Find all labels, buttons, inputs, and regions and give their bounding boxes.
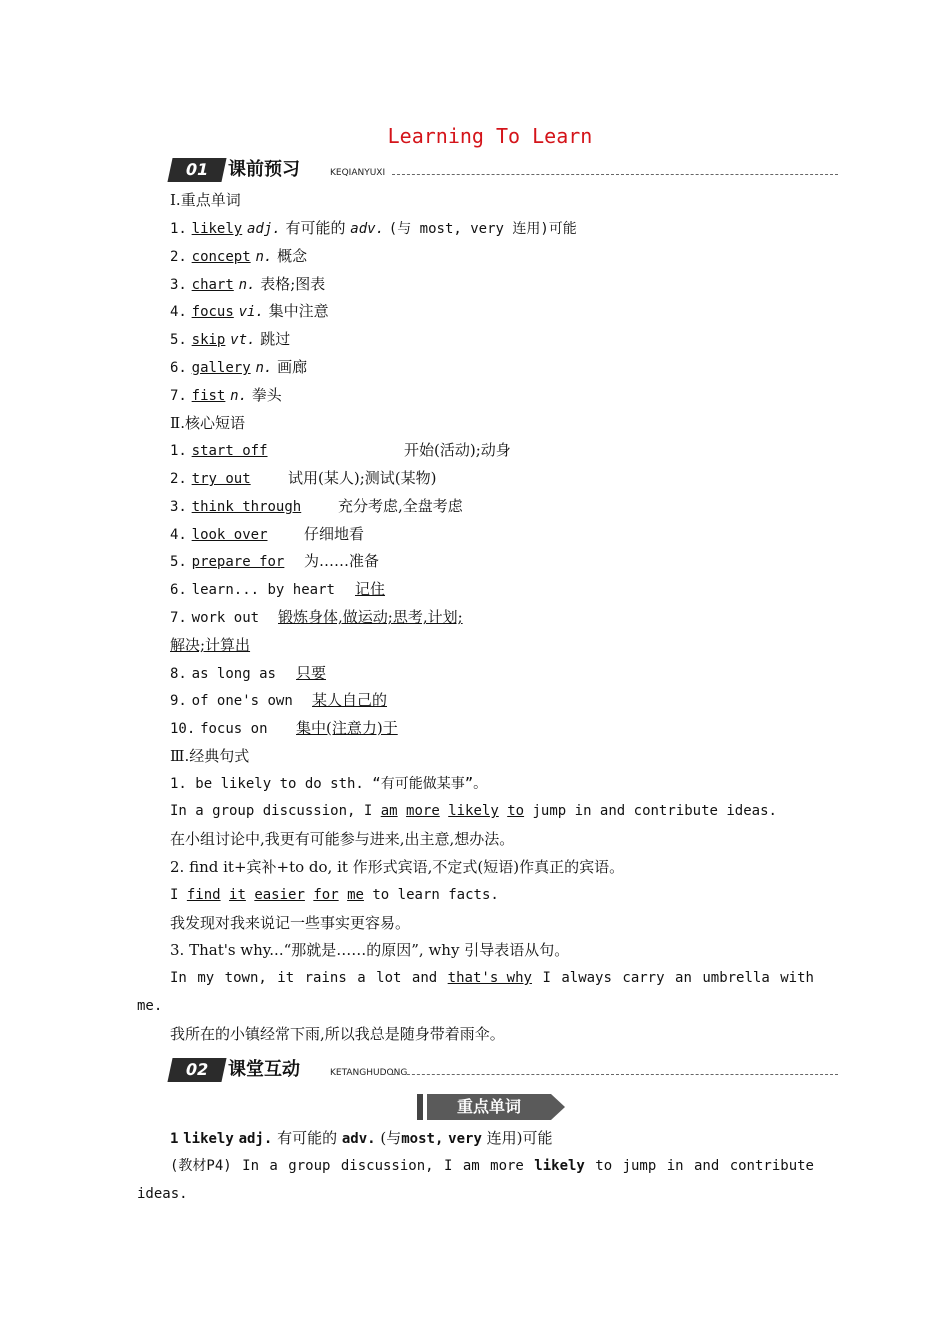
phrase: of one's own — [191, 693, 293, 709]
example-sentence-continued: me. — [137, 998, 163, 1014]
sentence-rule: 2. find it+宾补+to do, it 作形式宾语,不定式(短语)作真正的宾语。 — [170, 858, 625, 876]
vocab-item: 4. focus vi. 集中注意 — [170, 302, 329, 320]
vocab-word: skip — [191, 332, 226, 348]
part-heading: Ⅲ.经典句式 — [170, 747, 250, 765]
translation: 我发现对我来说记一些事实更容易。 — [170, 914, 411, 932]
vocab-word: fist — [191, 388, 226, 404]
phrase: try out — [191, 471, 251, 487]
vocab-item: 5. skip vt. 跳过 — [170, 330, 291, 348]
entry-heading: 1 likely adj. 有可能的 adv. (与most, very 连用)可能 — [170, 1129, 553, 1147]
phrase-item: 10. focus on 集中(注意力)于 — [170, 719, 398, 737]
section-number-badge: 02 — [167, 1058, 226, 1082]
example-sentence: In a group discussion, I am more likely to jump in and contribute ideas. — [170, 803, 777, 819]
part-heading: Ⅱ.核心短语 — [170, 414, 245, 432]
phrase: learn... by heart — [191, 582, 335, 598]
page-title: Learning To Learn — [387, 124, 593, 148]
phrase: as long as — [191, 666, 276, 682]
vocab-word: gallery — [191, 360, 251, 376]
phrase-item: 7. work out 锻炼身体,做运动;思考,计划; — [170, 608, 463, 626]
section-header-classroom — [170, 1058, 838, 1084]
sentence-rule: 3. That's why...“那就是……的原因”, why 引导表语从句。 — [170, 941, 570, 959]
vocab-word: focus — [191, 304, 234, 320]
section-pinyin: KETANGHUDONG — [330, 1068, 408, 1078]
translation: 在小组讨论中,我更有可能参与进来,出主意,想办法。 — [170, 830, 515, 848]
vocab-item: 7. fist n. 拳头 — [170, 386, 282, 404]
vocab-item: 2. concept n. 概念 — [170, 247, 308, 265]
phrase-item: 3. think through 充分考虑,全盘考虑 — [170, 497, 463, 515]
vocab-item: 3. chart n. 表格;图表 — [170, 275, 326, 293]
dashed-divider — [392, 1074, 838, 1075]
phrase: look over — [191, 527, 268, 543]
example-sentence: In my town, it rains a lot and that's why I always carry an umbrella with — [170, 970, 814, 986]
phrase: focus on — [200, 721, 268, 737]
translation: 我所在的小镇经常下雨,所以我总是随身带着雨伞。 — [170, 1025, 505, 1043]
vocab-word: likely — [191, 221, 243, 237]
dashed-divider — [392, 174, 838, 175]
entry-example: (教材P4) In a group discussion, I am more likely to jump in and contribute — [170, 1158, 814, 1174]
phrase: start off — [191, 443, 268, 459]
vocab-item: 6. gallery n. 画廊 — [170, 358, 308, 376]
section-title: 课堂互动 — [228, 1059, 300, 1080]
vocab-word: concept — [191, 249, 251, 265]
entry-word: likely — [183, 1131, 234, 1147]
vocab-word: chart — [191, 277, 234, 293]
key-words-banner — [417, 1094, 565, 1120]
phrase: prepare for — [191, 554, 285, 570]
example-sentence: I find it easier for me to learn facts. — [170, 887, 499, 903]
phrase: work out — [191, 610, 260, 626]
entry-example-continued: ideas. — [137, 1186, 188, 1202]
phrase-meaning-continued: 解决;计算出 — [170, 636, 251, 654]
part-heading: Ⅰ.重点单词 — [170, 191, 241, 209]
banner-label: 重点单词 — [427, 1094, 551, 1120]
section-title: 课前预习 — [228, 159, 300, 180]
sentence-rule: 1. be likely to do sth. “有可能做某事”。 — [170, 776, 488, 792]
phrase-item: 2. try out 试用(某人);测试(某物) — [170, 469, 437, 487]
section-pinyin: KEQIANYUXI — [330, 168, 386, 178]
phrase-item: 6. learn... by heart 记住 — [170, 580, 386, 598]
section-header-preview — [170, 158, 838, 184]
phrase-item: 1. start off 开始(活动);动身 — [170, 441, 511, 459]
phrase-item: 8. as long as 只要 — [170, 664, 327, 682]
phrase-item: 9. of one's own 某人自己的 — [170, 691, 388, 709]
section-number-badge: 01 — [167, 158, 226, 182]
phrase-item: 5. prepare for 为……准备 — [170, 552, 380, 570]
vocab-item: 1. likely adj. 有可能的 adv. (与 most, very 连用)可能 — [170, 219, 577, 237]
phrase: think through — [191, 499, 302, 515]
phrase-item: 4. look over 仔细地看 — [170, 525, 365, 543]
